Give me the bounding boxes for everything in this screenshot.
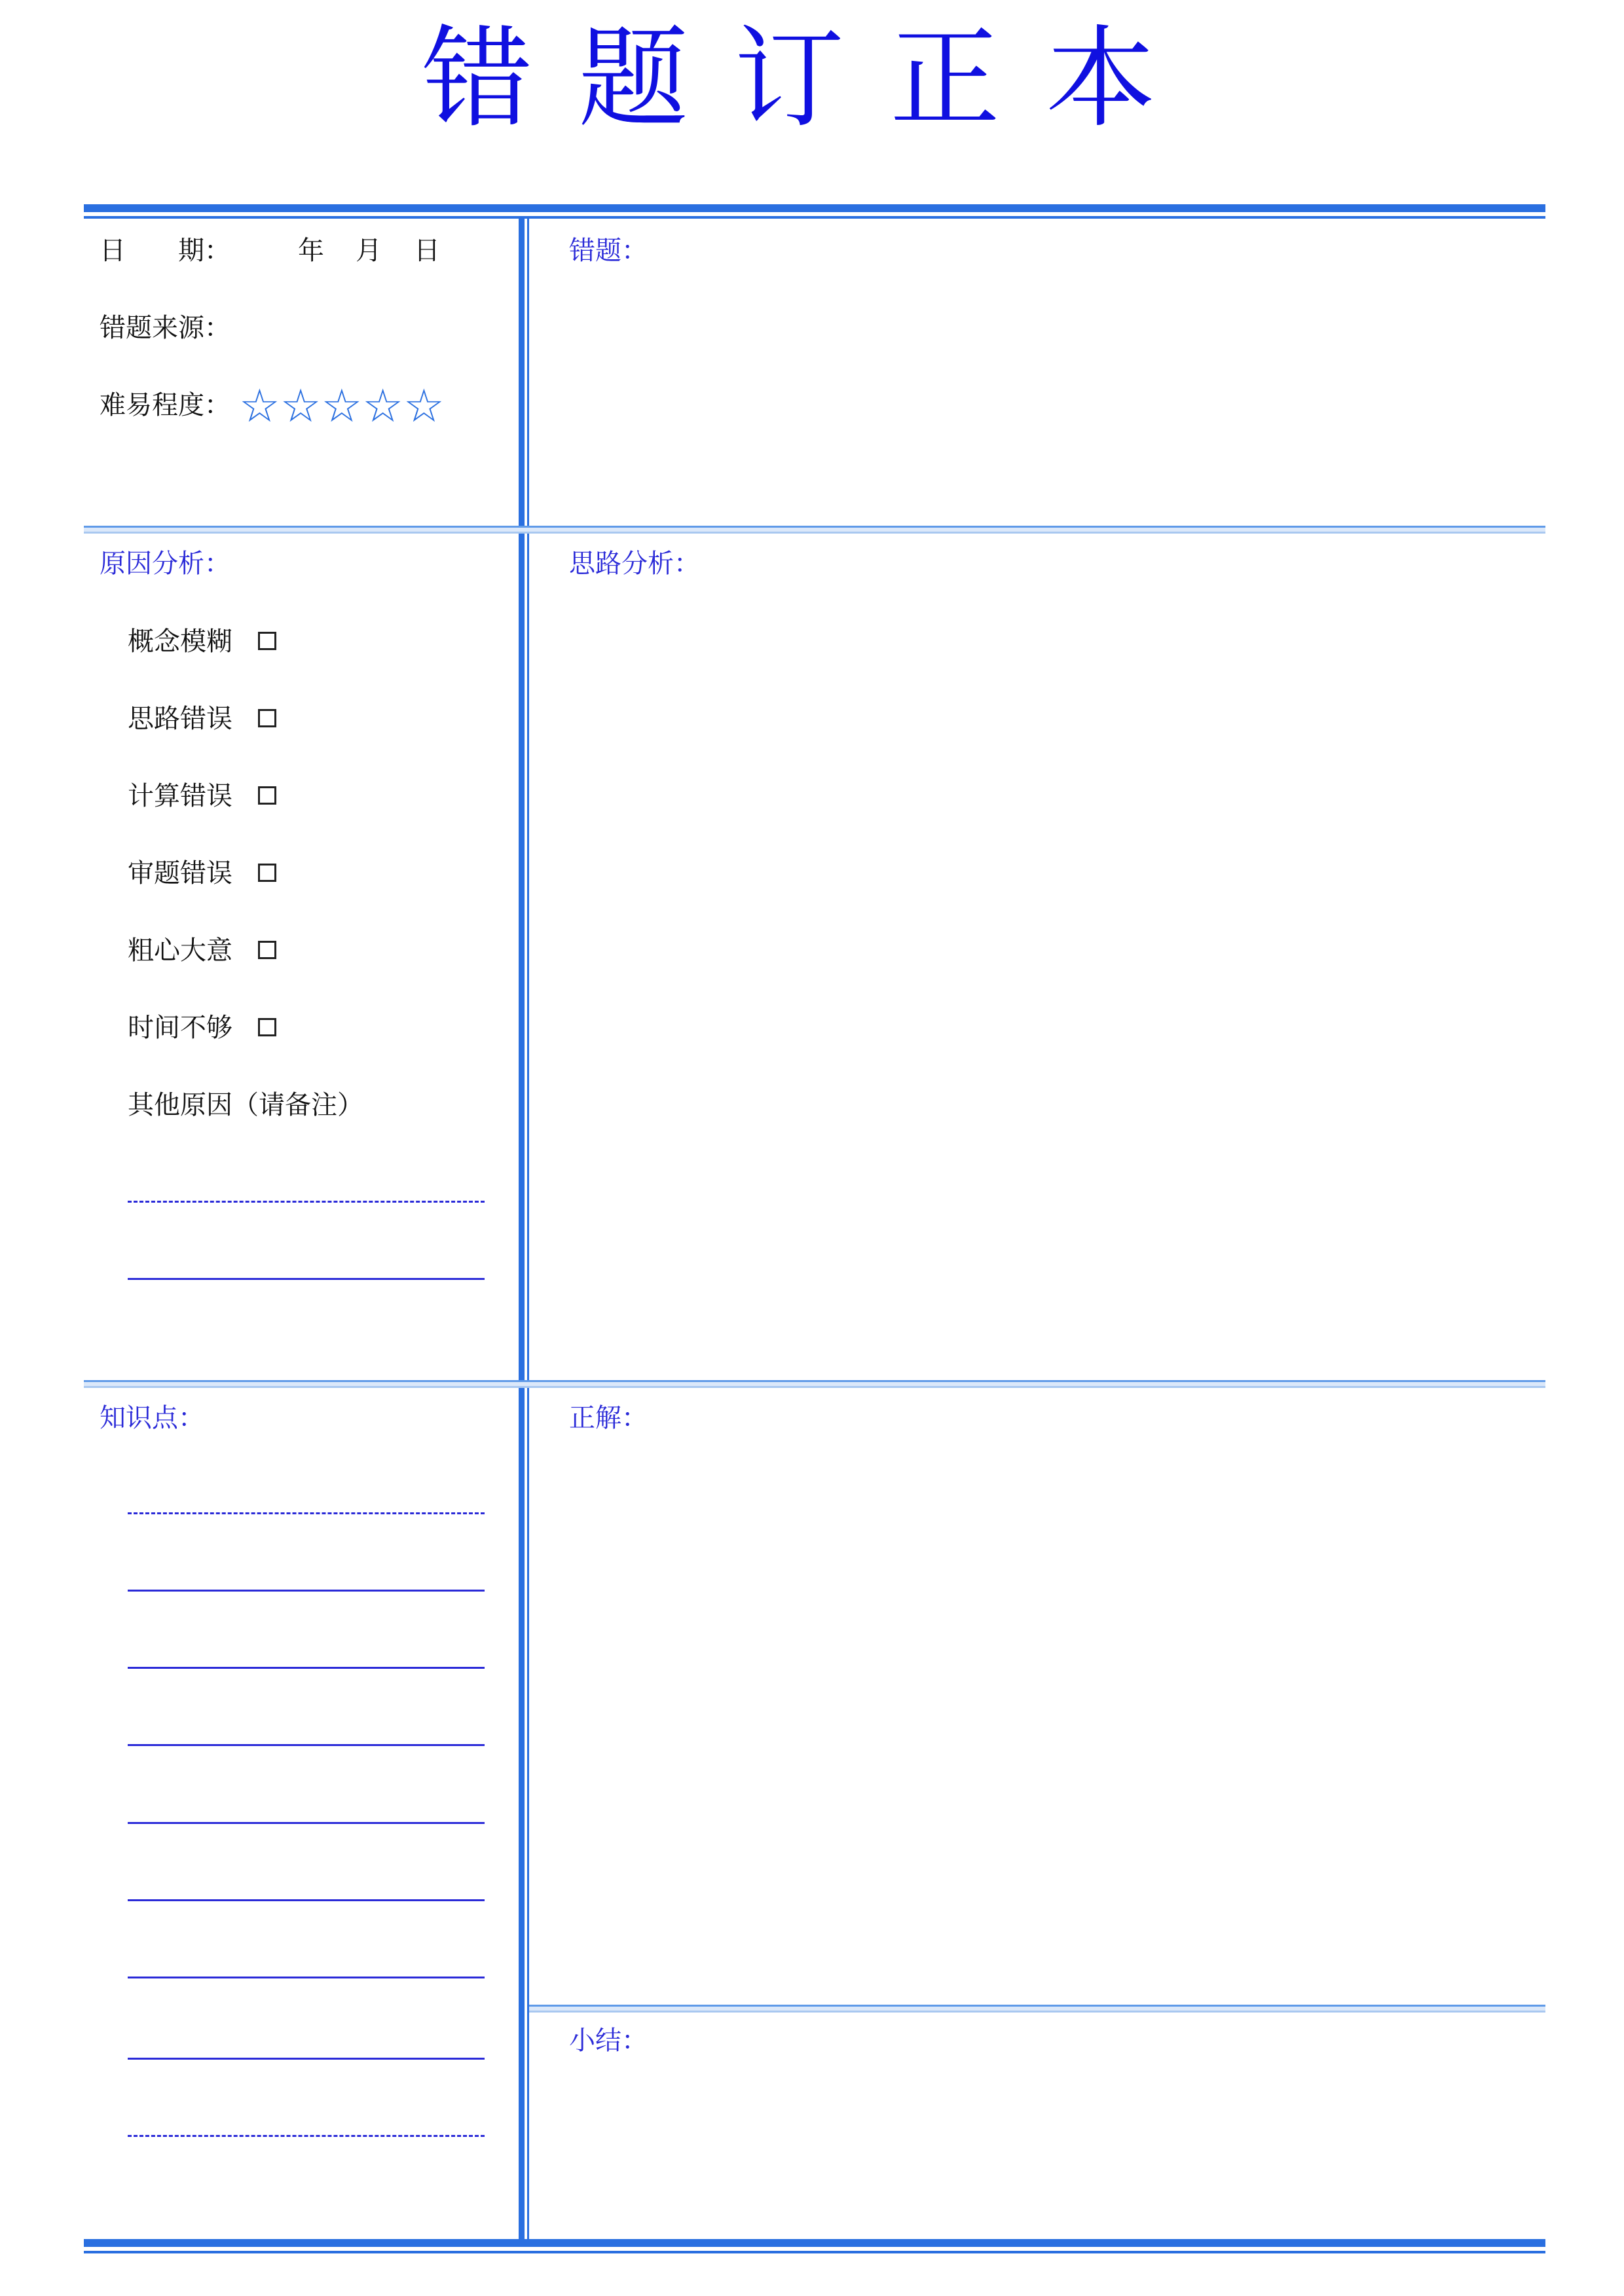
date-year: 年 [298, 236, 324, 266]
title-char: 题 [578, 14, 734, 143]
row-separator-1 [84, 526, 1545, 534]
reason-item-label: 思路错误 [128, 704, 232, 734]
writing-line[interactable] [128, 1977, 485, 1978]
solution-label: 正解： [569, 1403, 648, 1433]
reason-checkbox[interactable] [258, 941, 276, 959]
writing-line-dashed[interactable] [128, 1512, 485, 1514]
difficulty-stars[interactable]: ☆☆☆☆☆ [239, 379, 445, 433]
question-label: 错题： [569, 236, 648, 266]
writing-line-dashed[interactable] [128, 2135, 485, 2137]
source-label: 错题来源： [100, 313, 231, 343]
reason-checkbox[interactable] [258, 864, 276, 882]
reasons-heading: 原因分析： [100, 549, 231, 579]
reason-checkbox[interactable] [258, 786, 276, 805]
writing-line[interactable] [128, 1822, 485, 1824]
thinking-label: 思路分析： [569, 549, 700, 579]
title-char: 本 [1046, 14, 1202, 143]
title-char: 订 [734, 14, 890, 143]
other-reason-label: 其他原因（请备注） [128, 1090, 363, 1120]
writing-line[interactable] [128, 1278, 485, 1280]
reason-item-label: 审题错误 [128, 858, 232, 888]
reason-checkbox[interactable] [258, 709, 276, 727]
reason-checkbox[interactable] [258, 632, 276, 650]
writing-line[interactable] [128, 1899, 485, 1901]
column-divider-thick [519, 216, 525, 2239]
row-separator-summary [529, 2005, 1545, 2013]
reason-item-label: 概念模糊 [128, 627, 232, 657]
title-char: 错 [422, 14, 578, 143]
summary-label: 小结： [569, 2026, 648, 2056]
reason-checkbox[interactable] [258, 1018, 276, 1036]
reason-item-label: 粗心大意 [128, 936, 232, 966]
writing-line[interactable] [128, 1590, 485, 1592]
top-border [84, 204, 1545, 219]
writing-line[interactable] [128, 1744, 485, 1746]
writing-line[interactable] [128, 2058, 485, 2060]
row-separator-2 [84, 1380, 1545, 1388]
date-label: 日 期： [100, 236, 231, 266]
writing-line[interactable] [128, 1667, 485, 1669]
bottom-border [84, 2239, 1545, 2253]
page-title [0, 13, 1624, 144]
writing-line-dashed[interactable] [128, 1201, 485, 1203]
date-month: 月 [356, 236, 382, 266]
difficulty-label: 难易程度： [100, 390, 231, 420]
reason-item-label: 计算错误 [128, 781, 232, 811]
column-divider-thin [527, 216, 529, 2239]
reason-item-label: 时间不够 [128, 1013, 232, 1043]
title-char: 正 [890, 14, 1046, 143]
date-day: 日 [414, 236, 440, 266]
knowledge-heading: 知识点： [100, 1403, 204, 1433]
